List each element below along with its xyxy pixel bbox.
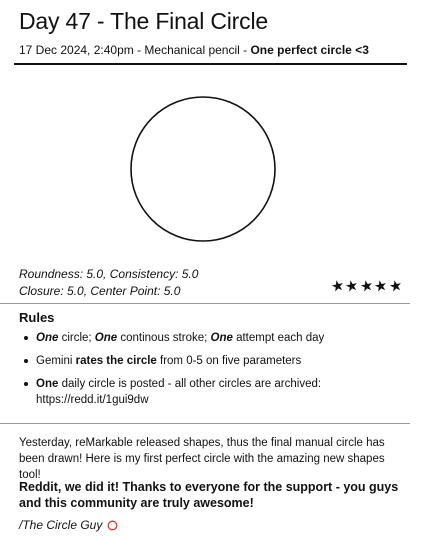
post-meta-text: 17 Dec 2024, 2:40pm - Mechanical pencil -	[19, 43, 251, 57]
score-line-2: Closure: 5.0, Center Point: 5.0	[19, 284, 181, 298]
rule-text-run: One	[94, 332, 118, 344]
page-title: Day 47 - The Final Circle	[19, 8, 268, 34]
rule-item	[19, 376, 399, 408]
star-icon: ★	[343, 276, 361, 297]
post-paragraph: Yesterday, reMarkable released shapes, thus the final manual circle has been drawn! Here is my first perfect circle with the amazing new shapes tool!	[19, 437, 385, 481]
signature	[19, 518, 118, 532]
rules-heading: Rules	[19, 310, 55, 325]
star-icon: ★	[358, 276, 375, 297]
rule-text-run: continous stroke;	[117, 332, 211, 344]
small-red-circle-icon	[107, 520, 118, 531]
rule-item	[19, 330, 399, 346]
rule-text-run: attempt each day	[232, 332, 325, 344]
rule-text-run: One	[36, 332, 59, 344]
rule-text-run: One	[36, 378, 59, 390]
score-line-1: Roundness: 5.0, Consistency: 5.0	[19, 267, 199, 281]
star-rating	[329, 276, 404, 297]
rule-text-run: One	[210, 332, 233, 344]
rules-list	[19, 330, 399, 415]
star-icon: ★	[387, 276, 404, 297]
signature-text: /The Circle Guy	[19, 518, 103, 532]
rule-text-run: daily circle is posted - all other circles are archived: https://redd.it/1gui9dw	[36, 378, 322, 406]
star-icon: ★	[329, 276, 347, 297]
rule-item	[19, 353, 399, 369]
drawn-circle-image	[128, 94, 278, 249]
rule-text-run: rates the circle	[75, 355, 157, 367]
post-meta	[19, 43, 369, 57]
post-meta-highlight: One perfect circle <3	[250, 43, 369, 57]
star-icon: ★	[372, 276, 390, 297]
section-divider	[0, 303, 410, 304]
rule-text-run: Gemini	[36, 355, 76, 367]
rule-text-run: from 0-5 on five parameters	[156, 355, 302, 367]
section-divider	[0, 423, 410, 424]
rule-text-run: circle;	[58, 332, 95, 344]
header-divider	[14, 63, 407, 65]
post-paragraph-bold: Reddit, we did it! Thanks to everyone for the support - you guys and this community are truly awesome!	[19, 480, 399, 510]
score-summary	[19, 266, 198, 300]
